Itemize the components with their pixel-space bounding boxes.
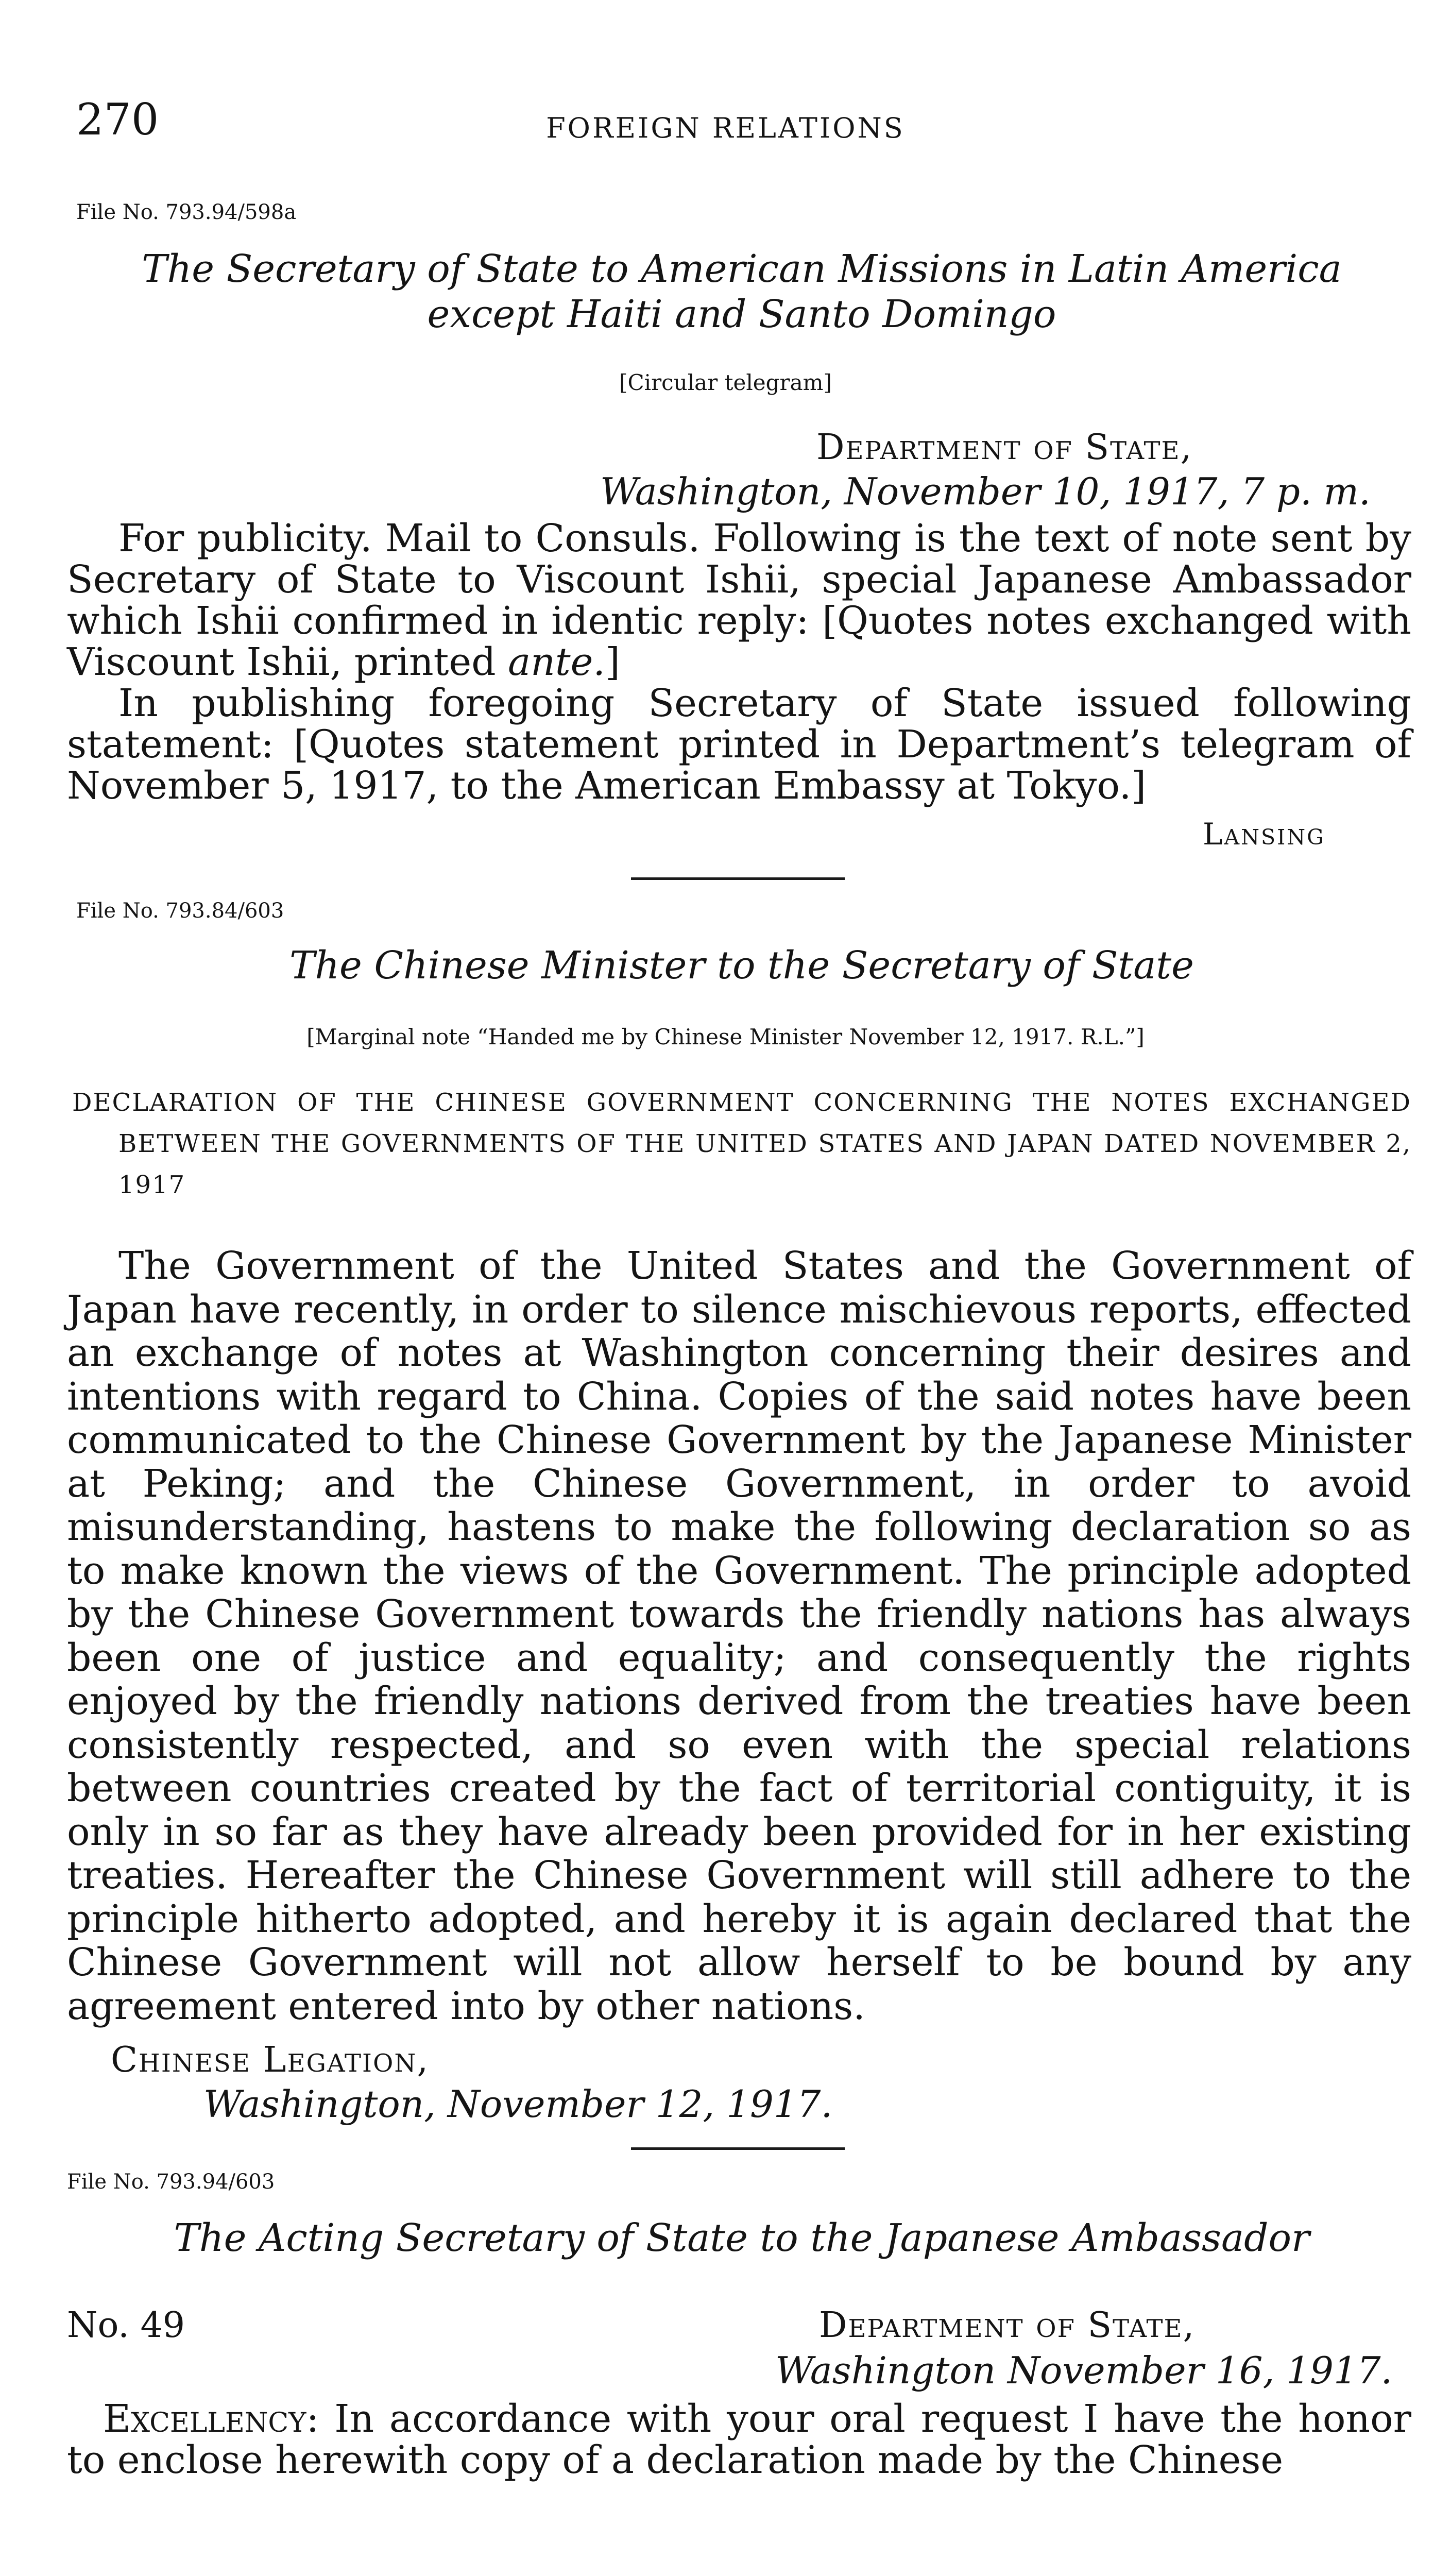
- paragraph: [67, 2398, 1411, 2481]
- declaration-heading: DECLARATION OF THE CHINESE GOVERNMENT CONCERNING THE NOTES EXCHANGED BETWEEN THE GOVERNMENTS OF THE UNITED STATES AND JAPAN DATED NOVEMBER 2, 1917: [72, 1088, 1411, 1199]
- paragraph-text: For publicity. Mail to Consuls. Following is the text of note sent by Secretary of State to Viscount Ishii, special Japanese Ambassador which Ishii confirmed in identic reply: [Quotes notes exchanged with Viscount Ishii, printed: [67, 516, 1411, 684]
- signature: Lansing: [1203, 817, 1325, 852]
- file-number: File No. 793.94/603: [67, 2170, 275, 2194]
- document-heading: The Secretary of State to American Missions in Latin America except Haiti and Santo Domingo: [142, 247, 1342, 336]
- closing-organization: Chinese Legation,: [111, 2040, 429, 2080]
- paragraph: In publishing foregoing Secretary of State issued following statement: [Quotes statement printed in Department’s telegram of November 5, 1917, to the American Embassy at Tokyo.]: [67, 681, 1411, 808]
- document-heading: The Acting Secretary of State to the Japanese Ambassador: [174, 2216, 1310, 2260]
- page-number: 270: [76, 94, 159, 145]
- paragraph-text: In accordance with your oral request I have the honor to enclose herewith copy of a declaration made by the Chinese: [67, 2397, 1411, 2482]
- dateline-date: Washington, November 10, 1917, 7 p. m.: [600, 470, 1371, 513]
- file-number: File No. 793.84/603: [76, 899, 284, 923]
- salutation: Excellency:: [103, 2397, 319, 2441]
- bracket-note: [Circular telegram]: [619, 370, 832, 395]
- running-title: FOREIGN RELATIONS: [546, 112, 905, 144]
- closing-date: Washington, November 12, 1917.: [203, 2082, 833, 2126]
- paragraph-text: ]: [605, 640, 620, 684]
- italic-word: ante.: [508, 640, 605, 684]
- declaration-body: The Government of the United States and the Government of Japan have recently, in order to silence mischievous reports, effected an exchange of notes at Washington concerning their desires and intentions with regard to China. Copies of the said notes have been communicated to the Chinese Government by the Japanese Minister at Peking; and the Chinese Government, in order to avoid misunderstanding, hastens to make the following declaration so as to make known the views of the Government. The principle adopted by the Chinese Government towards the friendly nations has always been one of justice and equality; and consequently the rights enjoyed by the friendly nations derived from the treaties have been consistently respected, and so even with the special relations between countries created by the fact of territorial contiguity, it is only in so far as they have already been provided for in her existing treaties. Hereafter the Chinese Government will still adhere to the principle hitherto adopted, and hereby it is again declared that the Chinese Government will not allow herself to be bound by any agreement entered into by other nations.: [67, 1244, 1411, 2028]
- file-number: File No. 793.94/598a: [76, 200, 297, 224]
- section-divider: [631, 877, 845, 880]
- document-number: No. 49: [67, 2305, 185, 2346]
- bracket-note: [Marginal note “Handed me by Chinese Minister November 12, 1917. R.L.”]: [306, 1024, 1145, 1049]
- section-divider: [631, 2147, 845, 2150]
- dateline-organization: Department of State,: [819, 2305, 1196, 2346]
- document-heading: The Chinese Minister to the Secretary of State: [289, 943, 1194, 988]
- paragraph: [67, 518, 1411, 683]
- dateline-date: Washington November 16, 1917.: [775, 2349, 1393, 2392]
- dateline-organization: Department of State,: [816, 427, 1193, 468]
